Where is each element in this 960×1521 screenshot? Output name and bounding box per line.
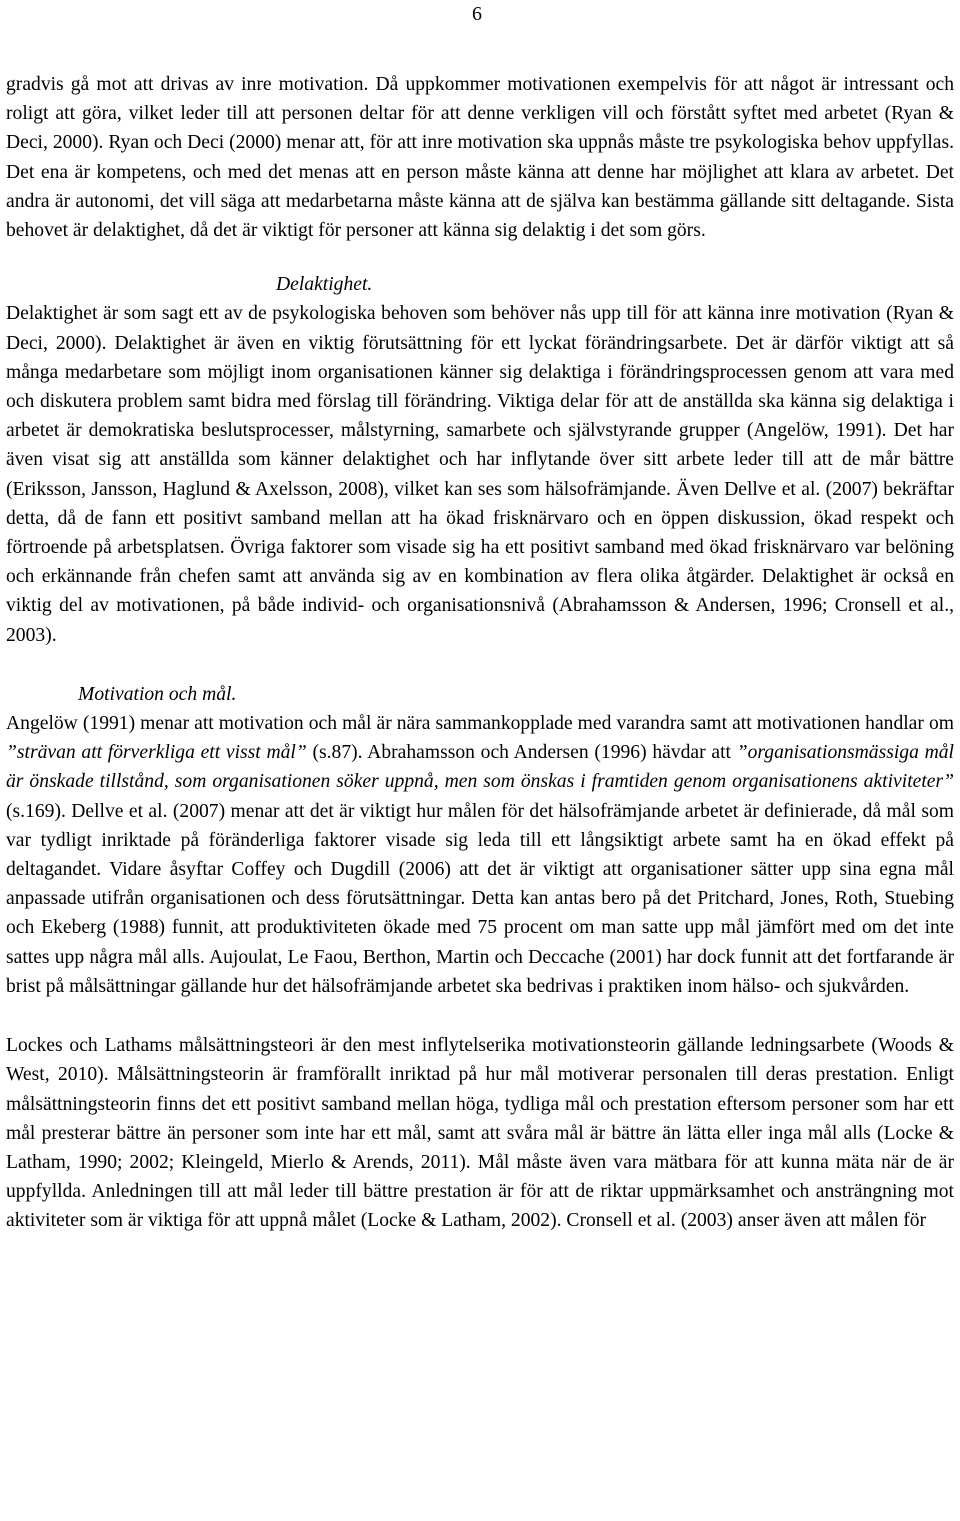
- page-number: 6: [472, 3, 482, 25]
- paragraph-motivation-och-mal: [6, 709, 954, 1001]
- document-body: [6, 70, 954, 1236]
- section-heading-delaktighet: Delaktighet.: [276, 274, 373, 296]
- paragraph-malsattningsteori: Lockes och Lathams målsättningsteori är den mest inflytelserika motivationsteorin gällande ledningsarbete (Woods & West, 2010). Målsättningsteorin är framförallt inriktad på hur mål motiverar personalen till deras prestation. Enligt målsättningsteorin finns det ett positivt samband mellan höga, tydliga mål och prestation eftersom personer som har ett mål presterar bättre än personer som inte har ett mål, samt att svåra mål är bättre än lätta eller inga mål alls (Locke & Latham, 1990; 2002; Kleingeld, Mierlo & Arends, 2011). Mål måste även vara mätbara för att kunna mäta när de är uppfyllda. Anledningen till att mål leder till bättre prestation är för att de riktar uppmärksamhet och ansträngning mot aktiviteter som är viktiga för att uppnå målet (Locke & Latham, 2002). Cronsell et al. (2003) anser även att målen för: [6, 1035, 954, 1232]
- text-run: (s.87). Abrahamsson och Andersen (1996) hävdar att: [306, 742, 737, 764]
- quote-stravan: ”strävan att förverkliga ett visst mål”: [6, 742, 307, 764]
- text-run: (s.169). Dellve et al. (2007) menar att det är viktigt hur målen för det hälsofrämjande arbetet är definierade, då mål som var tydligt inriktade på föränderliga faktorer visade sig leda till ett långsiktigt arbete samt ha en ökad effekt på deltagandet. Vidare åsyftar Coffey och Dugdill (2006) att det är viktigt att organisationer sätter upp sina egna mål anpassade utifrån organisationen och dess förutsättningar. Detta kan antas bero på det Pritchard, Jones, Roth, Stuebing och Ekeberg (1988) funnit, att produktiviteten ökade med 75 procent om man satte upp mål jämfört med om det inte sattes upp några mål alls. Aujoulat, Le Faou, Berthon, Martin och Deccache (2001) har dock funnit att det fortfarande är brist på målsättningar gällande hur det hälsofrämjande arbetet ska bedrivas i praktiken inom hälso- och sjukvården.: [6, 800, 954, 997]
- quote-organisationsmassiga-mal: ”organisationsmässiga mål är önskade tillstånd, som organisationen söker uppnå, men som önskas i framtiden genom organisationens aktiviteter”: [6, 742, 955, 793]
- text-run: Angelöw (1991) menar att motivation och mål är nära sammankopplade med varandra samt att motivationen handlar om: [6, 713, 954, 735]
- paragraph-inner-motivation: gradvis gå mot att drivas av inre motivation. Då uppkommer motivationen exempelvis för att något är intressant och roligt att göra, vilket leder till att personen deltar för att denne verkligen vill och förstått syftet med arbetet (Ryan & Deci, 2000). Ryan och Deci (2000) menar att, för att inre motivation ska uppnås måste tre psykologiska behov uppfyllas. Det ena är kompetens, och med det menas att en person måste känna att denne har möjlighet att klara av arbetet. Det andra är autonomi, det vill säga att medarbetarna måste känna att de själva kan bestämma gällande sitt deltagande. Sista behovet är delaktighet, då det är viktigt för personer att känna sig delaktig i det som görs.: [6, 74, 954, 242]
- section-heading-motivation-och-mal: Motivation och mål.: [78, 683, 237, 705]
- paragraph-delaktighet: Delaktighet är som sagt ett av de psykologiska behoven som behöver nås upp till för att känna inre motivation (Ryan & Deci, 2000). Delaktighet är även en viktig förutsättning för ett lyckat förändringsarbete. Det är därför viktigt att så många medarbetare som möjligt inom organisationen känner sig delaktiga i förändringsprocessen genom att vara med och diskutera problem samt bidra med förslag till förändring. Viktiga delar för att de anställda ska känna sig delaktiga i arbetet är demokratiska beslutsprocesser, målstyrning, samarbete och självstyrande grupper (Angelöw, 1991). Det har även visat sig att anställda som känner delaktighet och har inflytande över sitt arbete leder till att de mår bättre (Eriksson, Jansson, Haglund & Axelsson, 2008), vilket kan ses som hälsofrämjande. Även Dellve et al. (2007) bekräftar detta, då de fann ett positivt samband mellan att ha ökad frisknärvaro och en öppen diskussion, ökad respekt och förtroende på arbetsplatsen. Övriga faktorer som visade sig ha ett positivt samband med ökad frisknärvaro var belöning och erkännande från chefen samt att använda sig av en kombination av flera olika åtgärder. Delaktighet är också en viktig del av motivationen, på både individ- och organisationsnivå (Abrahamsson & Andersen, 1996; Cronsell et al., 2003).: [6, 303, 954, 646]
